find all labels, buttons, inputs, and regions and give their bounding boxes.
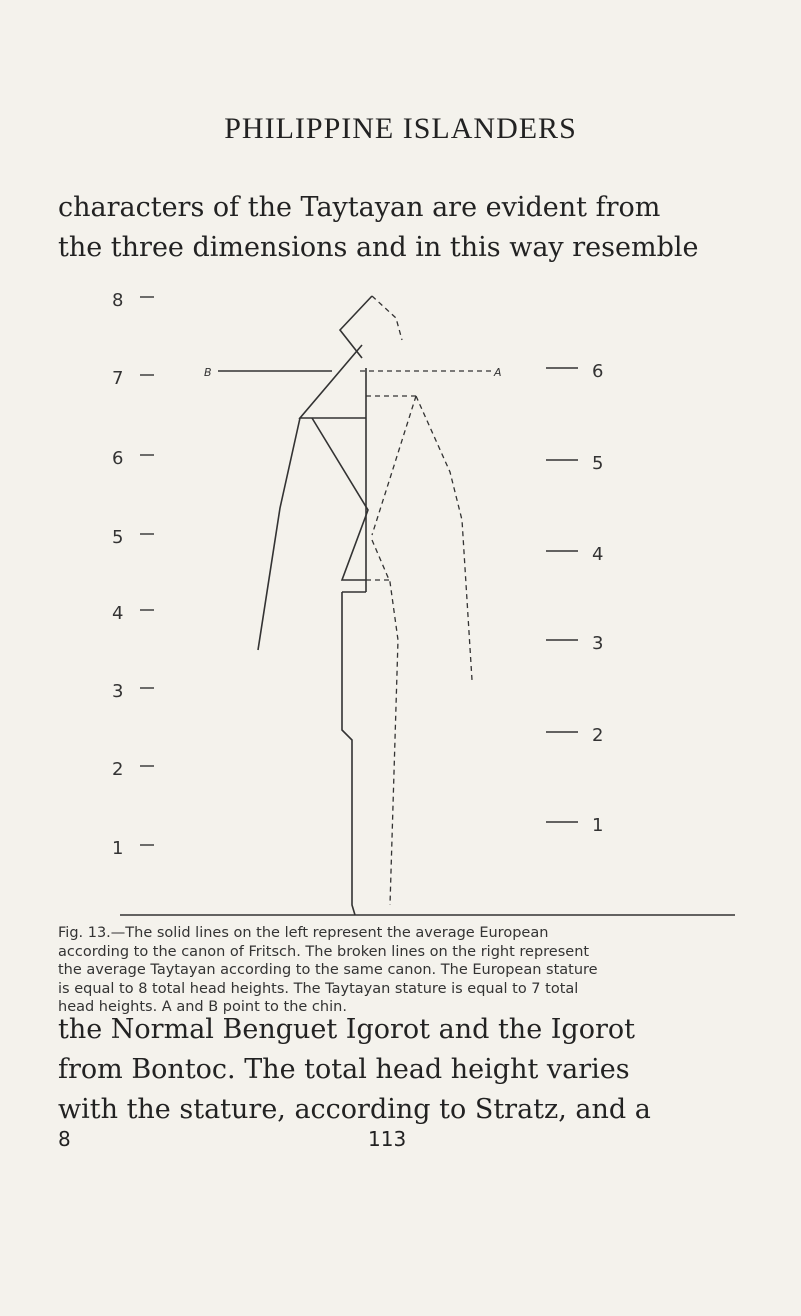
paragraph-bottom xyxy=(58,1010,748,1130)
text-line: characters of the Taytayan are evident from xyxy=(58,192,661,223)
caption-line: head heights. A and B point to the chin. xyxy=(58,999,347,1015)
scale-label: 5 xyxy=(592,453,604,474)
signature-mark: 8 xyxy=(58,1127,71,1151)
scale-label: 1 xyxy=(592,815,604,836)
page-number: 113 xyxy=(368,1127,407,1151)
text-line: from Bontoc. The total head height varies xyxy=(58,1054,630,1085)
figure-caption xyxy=(58,924,748,1017)
scale-label: 3 xyxy=(112,681,124,702)
right-scale xyxy=(546,368,578,822)
paragraph-top xyxy=(58,188,748,268)
scale-label: 6 xyxy=(112,448,124,469)
scale-label: 1 xyxy=(112,838,124,859)
text-line: the three dimensions and in this way resemble xyxy=(58,232,699,263)
left-scale xyxy=(140,297,154,845)
point-label-b: B xyxy=(204,366,212,379)
text-line: with the stature, according to Stratz, and a xyxy=(58,1094,651,1125)
scale-label: 4 xyxy=(592,544,604,565)
caption-line: Fig. 13.—The solid lines on the left represent the average European xyxy=(58,925,549,941)
figure-13-proportion-diagram xyxy=(0,280,801,920)
running-head: PHILIPPINE ISLANDERS xyxy=(224,112,577,145)
scale-label: 7 xyxy=(112,368,124,389)
caption-line: according to the canon of Fritsch. The broken lines on the right represent xyxy=(58,943,590,960)
european-outline xyxy=(218,296,372,915)
scale-label: 5 xyxy=(112,527,124,548)
caption-line: is equal to 8 total head heights. The Taytayan stature is equal to 7 total xyxy=(58,980,579,997)
scale-label: 2 xyxy=(592,725,604,746)
taytayan-outline xyxy=(360,296,492,905)
caption-line: the average Taytayan according to the same canon. The European stature xyxy=(58,962,598,978)
scale-label: 3 xyxy=(592,633,604,654)
text-line: the Normal Benguet Igorot and the Igorot xyxy=(58,1014,635,1045)
scale-label: 8 xyxy=(112,290,124,311)
point-label-a: A xyxy=(494,366,502,379)
scale-label: 6 xyxy=(592,361,604,382)
scale-label: 4 xyxy=(112,603,124,624)
scale-label: 2 xyxy=(112,759,124,780)
